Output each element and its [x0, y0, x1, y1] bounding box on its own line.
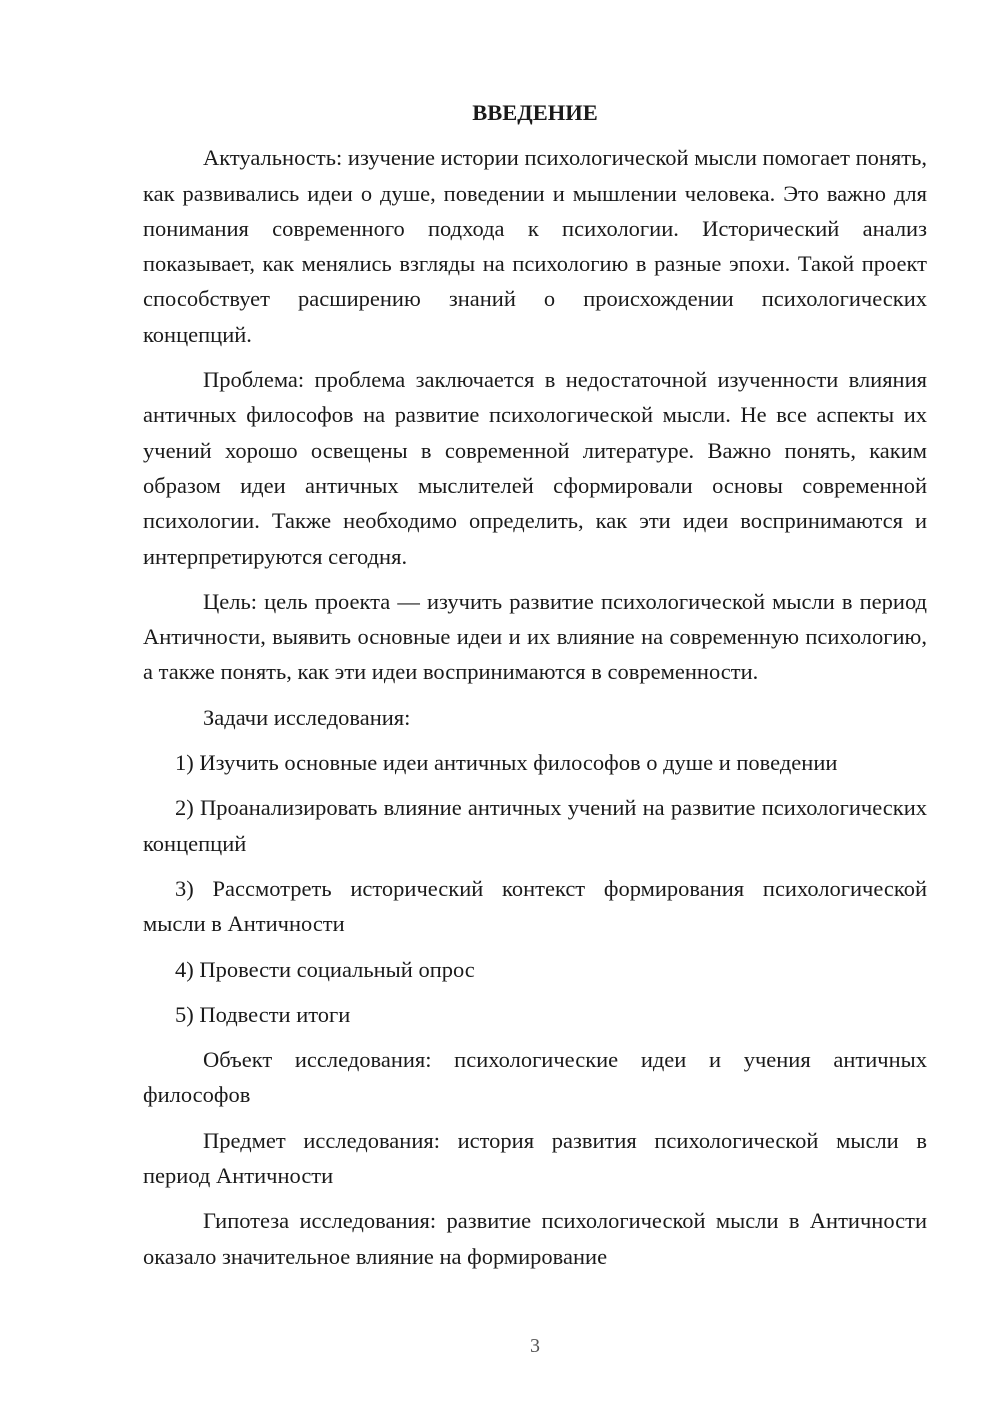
- page-number: 3: [530, 1335, 540, 1357]
- paragraph-relevance: Актуальность: изучение истории психологической мысли помогает понять, как развивались идеи о душе, поведении и мышлении человека. Это важно для понимания современного подхода к психологии. Исторический анализ показывает, как менялись взгляды на психологию в разные эпохи. Такой проект способствует расширению знаний о происхождении психологических концепций.: [143, 145, 927, 347]
- document-page: [143, 95, 927, 1274]
- paragraph-tasks-heading: Задачи исследования:: [203, 704, 411, 730]
- task-item: 2) Проанализировать влияние античных учений на развитие психологических концепций: [143, 795, 927, 856]
- paragraph-problem: Проблема: проблема заключается в недостаточной изученности влияния античных философов на развитие психологической мысли. Не все аспекты их учений хорошо освещены в современной литературе. Важно понять, каким образом идеи античных мыслителей сформировали основы современной психологии. Также необходимо определить, как эти идеи воспринимаются и интерпретируются сегодня.: [143, 367, 927, 569]
- paragraph-object: Объект исследования: психологические идеи и учения античных философов: [143, 1047, 927, 1108]
- paragraph-goal: Цель: цель проекта — изучить развитие психологической мысли в период Античности, выявить основные идеи и их влияние на современную психологию, а также понять, как эти идеи воспринимаются в современности.: [143, 588, 927, 685]
- paragraph-hypothesis: Гипотеза исследования: развитие психологической мысли в Античности оказало значительное влияние на формирование: [143, 1208, 927, 1269]
- task-item: 1) Изучить основные идеи античных философов о душе и поведении: [175, 750, 838, 776]
- task-item: 5) Подвести итоги: [175, 1001, 351, 1027]
- task-item: 4) Провести социальный опрос: [175, 956, 475, 982]
- section-title: ВВЕДЕНИЕ: [472, 100, 598, 125]
- paragraph-subject: Предмет исследования: история развития психологической мысли в период Античности: [143, 1127, 927, 1189]
- task-item: 3) Рассмотреть исторический контекст формирования психологической мысли в Античности: [143, 875, 927, 937]
